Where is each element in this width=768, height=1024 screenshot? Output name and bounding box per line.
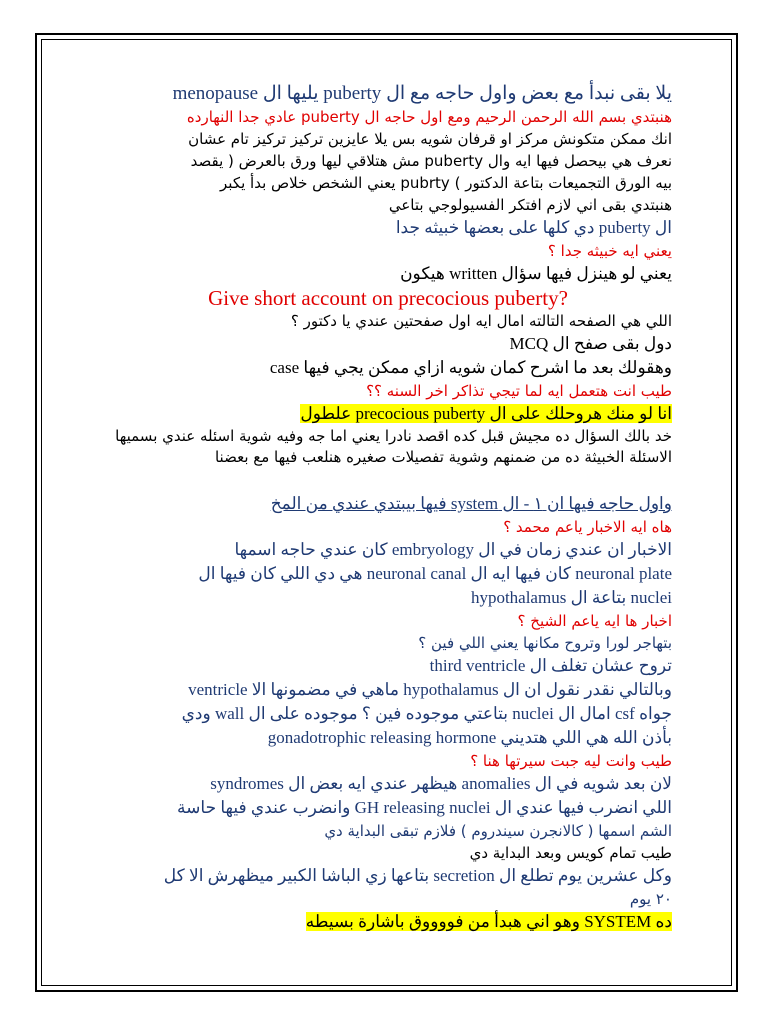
- heading-question: Give short account on precocious puberty?: [208, 286, 568, 310]
- text-line: اخبار ها ايه ياعم الشيخ ؟: [517, 612, 672, 630]
- text-line: هنبتدي بقى اني لازم افتكر الفسيولوجي بتاعي: [388, 196, 672, 214]
- text-line: ٢٠ يوم: [629, 890, 672, 908]
- text-line: طيب وانت ليه جبت سيرتها هنا ؟: [470, 752, 672, 770]
- text-line: لان بعد شويه في ال anomalies هيظهر عندي ايه بعض ال syndromes: [210, 774, 672, 793]
- text-line: nuclei بتاعة ال hypothalamus: [470, 588, 672, 607]
- text-line: بتهاجر لورا وتروح مكانها يعني اللي فين ؟: [418, 634, 672, 652]
- text-line: طيب انت هتعمل ايه لما تيجي تذاكر اخر السنه ؟؟: [366, 382, 672, 400]
- text-line: الشم اسمها ( كالانجرن سيندروم ) فلازم تبقى البداية دي: [324, 822, 672, 840]
- text-line: جواه csf امال ال nuclei بتاعتي موجوده فين ؟ موجوده على ال wall ودي: [181, 704, 672, 723]
- text-line: نعرف هي بيحصل فيها ايه وال puberty مش هتلاقي ليها ورق بالعرض ( يقصد: [190, 152, 672, 170]
- text-line: تروح عشان تغلف ال third ventricle: [429, 656, 672, 675]
- text-line: واول حاجه فيها ان ١ - ال system فيها بيبتدي عندي من المخ: [270, 494, 672, 513]
- text-line: neuronal plate كان فيها ايه ال neuronal canal هي دي اللي كان فيها ال: [198, 564, 672, 583]
- text-line: بيه الورق التجميعات بتاعة الدكتور ) pubrty يعني الشخص خلاص بدأ يكبر: [220, 174, 672, 192]
- text-line: هنبتدي بسم الله الرحمن الرحيم ومع اول حاجه ال puberty عادي جدا النهارده: [186, 108, 672, 126]
- text-line: ال puberty دي كلها على بعضها خبيثه جدا: [395, 218, 672, 237]
- text-line: يعني ايه خبيثه جدا ؟: [547, 242, 672, 260]
- text-line: طيب تمام كويس وبعد البداية دي: [469, 844, 672, 862]
- text-line: اللي انضرب فيها عندي ال GH releasing nuclei وانضرب عندي فيها حاسة: [177, 798, 672, 817]
- text-line: الاخبار ان عندي زمان في ال embryology كان عندي حاجه اسمها: [234, 540, 672, 559]
- text-line: وبالتالي نقدر نقول ان ال hypothalamus ماهي في مضمونها الا ventricle: [188, 680, 672, 699]
- text-line: وكل عشرين يوم تطلع ال secretion بتاعها زي الباشا الكبير ميظهرش الا كل: [163, 866, 672, 885]
- text-line: يعني لو هينزل فيها سؤال written هيكون: [400, 264, 672, 283]
- highlighted-line: ده SYSTEM وهو اني هبدأ من فووووق باشارة بسيطه: [305, 912, 672, 931]
- text-line: اللي هي الصفحه التالته امال ايه اول صفحتين عندي يا دكتور ؟: [290, 312, 672, 330]
- text-line: بأذن الله هي اللي هتديني gonadotrophic releasing hormone: [267, 728, 672, 747]
- highlighted-line: انا لو منك هروحلك على ال precocious puberty علطول: [300, 404, 672, 423]
- text-line: يلا بقى نبدأ مع بعض واول حاجه مع ال puberty يليها ال menopause: [172, 83, 672, 104]
- text-line: هاه ايه الاخبار ياعم محمد ؟: [503, 518, 672, 536]
- text-line: دول بقى صفح ال MCQ: [509, 334, 672, 353]
- text-line: وهقولك بعد ما اشرح كمان شويه ازاي ممكن يجي فيها case: [269, 358, 672, 377]
- document-body: [104, 82, 672, 934]
- text-paragraph: خد بالك السؤال ده مجيش قبل كده اقصد نادرا يعني اما جه وفيه شوية اسئله عندي بسميها الاسئلة الخبيثة ده من ضمنهم وشوية تفصيلات صغيره هنلعب فيها مع بعضنا: [115, 427, 672, 466]
- text-line: انك ممكن متكونش مركز او قرفان شويه بس يلا عايزين تركيز تركيز تام عشان: [188, 130, 672, 148]
